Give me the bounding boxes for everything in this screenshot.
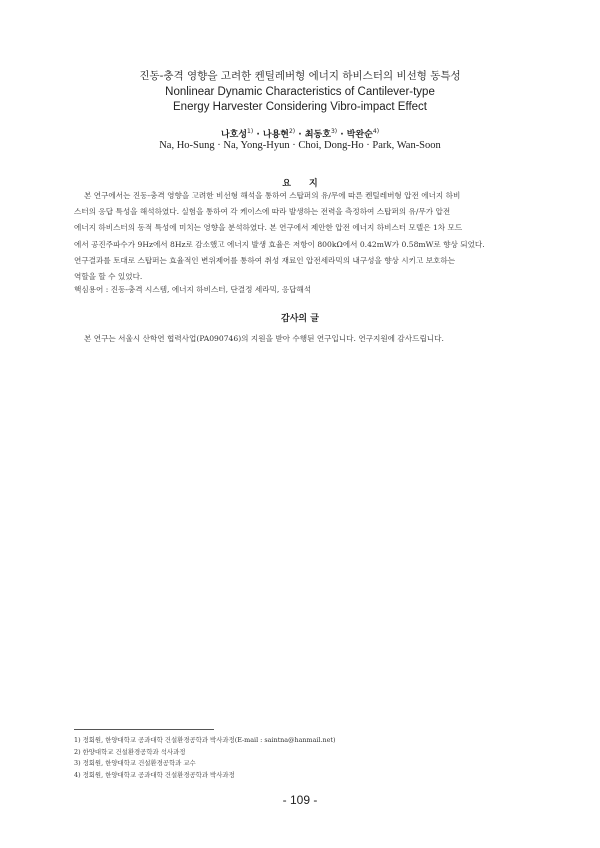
abstract-line: 스터의 응답 특성을 해석하였다. 실험을 통하여 각 케이스에 따라 발생하는 전력을 측정하여 스탑퍼의 유/무가 압전	[74, 207, 451, 217]
authors-korean	[0, 127, 600, 140]
footnote: 3) 정회원, 한양대학교 건설환경공학과 교수	[74, 759, 196, 768]
abstract-line: 연구결과를 토대로 스탑퍼는 효율적인 변위제어를 통하여 취성 재료인 압전세라믹의 내구성을 향상 시키고 보호하는	[74, 255, 456, 265]
acknowledgement-heading: 감사의 글	[281, 314, 319, 324]
author-name: 최동호	[304, 130, 331, 140]
author-footnote-mark: 3)	[330, 128, 338, 135]
author-footnote-mark: 4)	[372, 128, 380, 135]
footnote: 4) 정회원, 한양대학교 공과대학 건설환경공학과 박사과정	[74, 770, 235, 779]
page-number: - 109 -	[282, 793, 318, 807]
abstract-line: 에서 공진주파수가 9Hz에서 8Hz로 감소했고 에너지 발생 효율은 저항이 800kΩ에서 0.42mW가 0.58mW로 향상 되었다.	[74, 239, 485, 249]
author-separator: ·	[337, 130, 347, 140]
acknowledgement-text: 본 연구는 서울시 산학연 협력사업(PA090746)의 지원을 받아 수행된 연구입니다. 연구지원에 감사드립니다.	[84, 334, 444, 343]
author-separator: ·	[253, 130, 263, 140]
abstract-heading: 요지	[282, 179, 336, 189]
author-footnote-mark: 2)	[288, 128, 296, 135]
author-name: 나용현	[262, 130, 289, 140]
authors-english: Na, Ho-Sung · Na, Yong-Hyun · Choi, Dong-Ho · Park, Wan-Soon	[159, 140, 441, 151]
author-separator: ·	[295, 130, 305, 140]
title-english-line-1: Nonlinear Dynamic Characteristics of Cantilever-type	[165, 86, 435, 98]
abstract-body	[74, 188, 528, 285]
keywords: 핵심용어 : 진동-충격 시스템, 에너지 하비스터, 단결정 세라믹, 응답해석	[74, 285, 312, 294]
footnote: 1) 정회원, 한양대학교 공과대학 건설환경공학과 박사과정(E-mail : saintna@hanmail.net)	[74, 736, 336, 744]
author-footnote-mark: 1)	[247, 128, 254, 135]
footnotes	[74, 735, 528, 781]
footnote-divider	[74, 729, 214, 730]
abstract-line: 역할을 할 수 있었다.	[74, 272, 143, 282]
abstract-line: 에너지 하비스터의 동적 특성에 미치는 영향을 분석하였다. 본 연구에서 제안한 압전 에너지 하비스터 모델은 1차 모드	[74, 223, 463, 233]
author-name: 박완순	[346, 130, 373, 140]
title-english-line-2: Energy Harvester Considering Vibro-impact Effect	[173, 101, 427, 113]
author-name: 나호성	[220, 130, 248, 140]
footnote: 2) 한양대학교 건설환경공학과 석사과정	[74, 747, 186, 756]
title-korean: 진동-충격 영향을 고려한 켄틸레버형 에너지 하비스터의 비선형 동특성	[139, 70, 461, 82]
abstract-line: 본 연구에서는 진동-충격 영향을 고려한 비선형 해석을 통하여 스탑퍼의 유/무에 따른 켄틸레버형 압전 에너지 하비	[84, 191, 461, 200]
